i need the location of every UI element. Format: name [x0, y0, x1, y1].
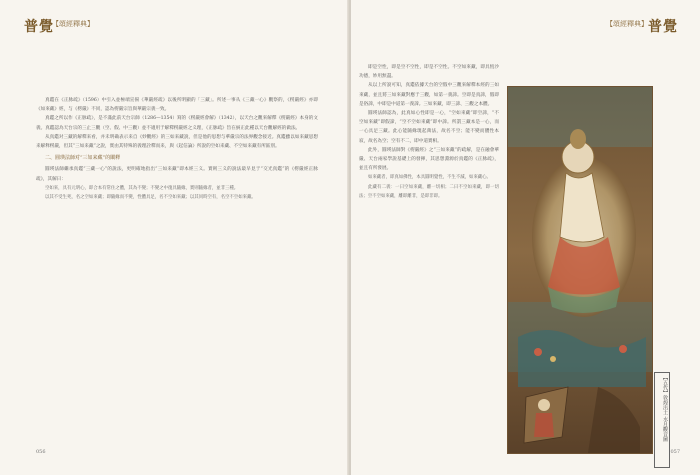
paragraph: 从以上所說可知，真鑑依據天台的空假中三觀來解釋本經的三如來藏，並且將三如來藏對應于三觀，如第一義諦。空即是真諦，假即是俗諦，中即是中道第一義諦。三如來藏，即三諦、三觀之本體。: [359, 83, 499, 107]
paragraph: 真鑑之所以作《正脉疏》，是不滿此前天台宗師（1286—1354）寫的《楞嚴經會解》（1342），以天台之觀來解釋《楞嚴經》本身的文義。真鑑認為天台宗的三止三觀（空、假、中三觀）並不適用于解釋楞嚴經之义理，《正脉疏》旨在糾正此種以天台觀解經的做法。: [36, 116, 318, 131]
quote-line: 空如來，具有元明心，即合本有常住之體，其為不變；不變之中復具隨緣，實則隨緣者，並非三種。: [45, 185, 239, 191]
paragraph: 即是空性，即是空不空性，即是不空性。不空如來藏，即具恆沙功德，妙用無盡。: [359, 65, 499, 80]
painting-caption: 【五代】敦煌出土 水月觀音圖: [654, 372, 670, 468]
quote-block: [359, 173, 499, 201]
paragraph: 圓瑛法師繼承真鑑“三藏一心”的說法，更明確地指出“三如来藏”即本經三义。實則三义的說法最早見于“交光真鑑”的《楞嚴經正脉疏》，其解曰：: [36, 167, 318, 182]
quote-line: 此藏有二義：一曰空如來藏，離一切相；二曰不空如來藏，即一切法；空不空如來藏，離即離非，是即非即。: [359, 184, 499, 200]
section-heading: 二、圓瑛法師对“三如来藏”的闡釋: [45, 155, 121, 162]
page-number: 056: [36, 449, 46, 455]
quote-block: [36, 184, 318, 203]
brand-logo: 普覺: [648, 19, 678, 35]
guanyin-painting: [507, 86, 653, 454]
page-number: 057: [670, 449, 680, 455]
right-page: [351, 0, 700, 475]
left-body-text: [36, 96, 318, 203]
painting-image: [508, 87, 652, 453]
brand-logo: 普覺: [24, 19, 54, 35]
quote-line: 以其不受生死，名之空如來藏；即隨緣而不變，性體具足，名不空如來藏；以其同時空有，名空不空如來藏。: [45, 195, 256, 201]
paragraph: 从真鑑对三藏的解釋来看，并未明确表示来自《妙觀經》的三如来藏說，但是他的思想与華嚴宗的法界觀念接近。真鑑雖以如来藏思想来解释楞嚴，但其“三如来藏”之說，實由其特殊的義理詮釋而来，與《起信論》所說的空如来藏、不空如来藏有所區別。: [36, 134, 318, 150]
paragraph: 此外，圓瑛法師對《楞嚴經》之“三如來藏”的疏解，是在融會華嚴、天台兩家學說基礎上的發揮，其思想淵源於真鑑的《正脉疏》，並且有所發展。: [359, 147, 499, 172]
left-page: [0, 0, 349, 475]
section-tag: 【頌經釋典】: [52, 20, 94, 28]
paragraph: 真鑑在《正脉疏》（1596）中引入並極端宣揚《華嚴經疏》以後所明顯的「三藏」。所述一事从《三藏一心》觀察的，《楞嚴經》亦即《如來藏》經，与《楞嚴》不同，認為楞嚴宗旨與華嚴宗義一致。: [36, 98, 318, 113]
right-body-text: [359, 63, 499, 202]
section-tag: 【頌經釋典】: [606, 20, 648, 28]
paragraph: 圓瑛法師認為，此真如心性即是一心，“空如來藏”即空諦，“不空如來藏”即假諦，“空不空如來藏”即中諦。所謂三藏本是一心，而一心具足三藏。此心能隨緣現起萬法，故名不空；能不變而體性本寂，故名為空；空有不二，即中道實相。: [359, 111, 499, 144]
quote-line: 如來藏者，即真如佛性，本具圓明覺性，不生不滅，如來藏心。: [368, 175, 491, 181]
